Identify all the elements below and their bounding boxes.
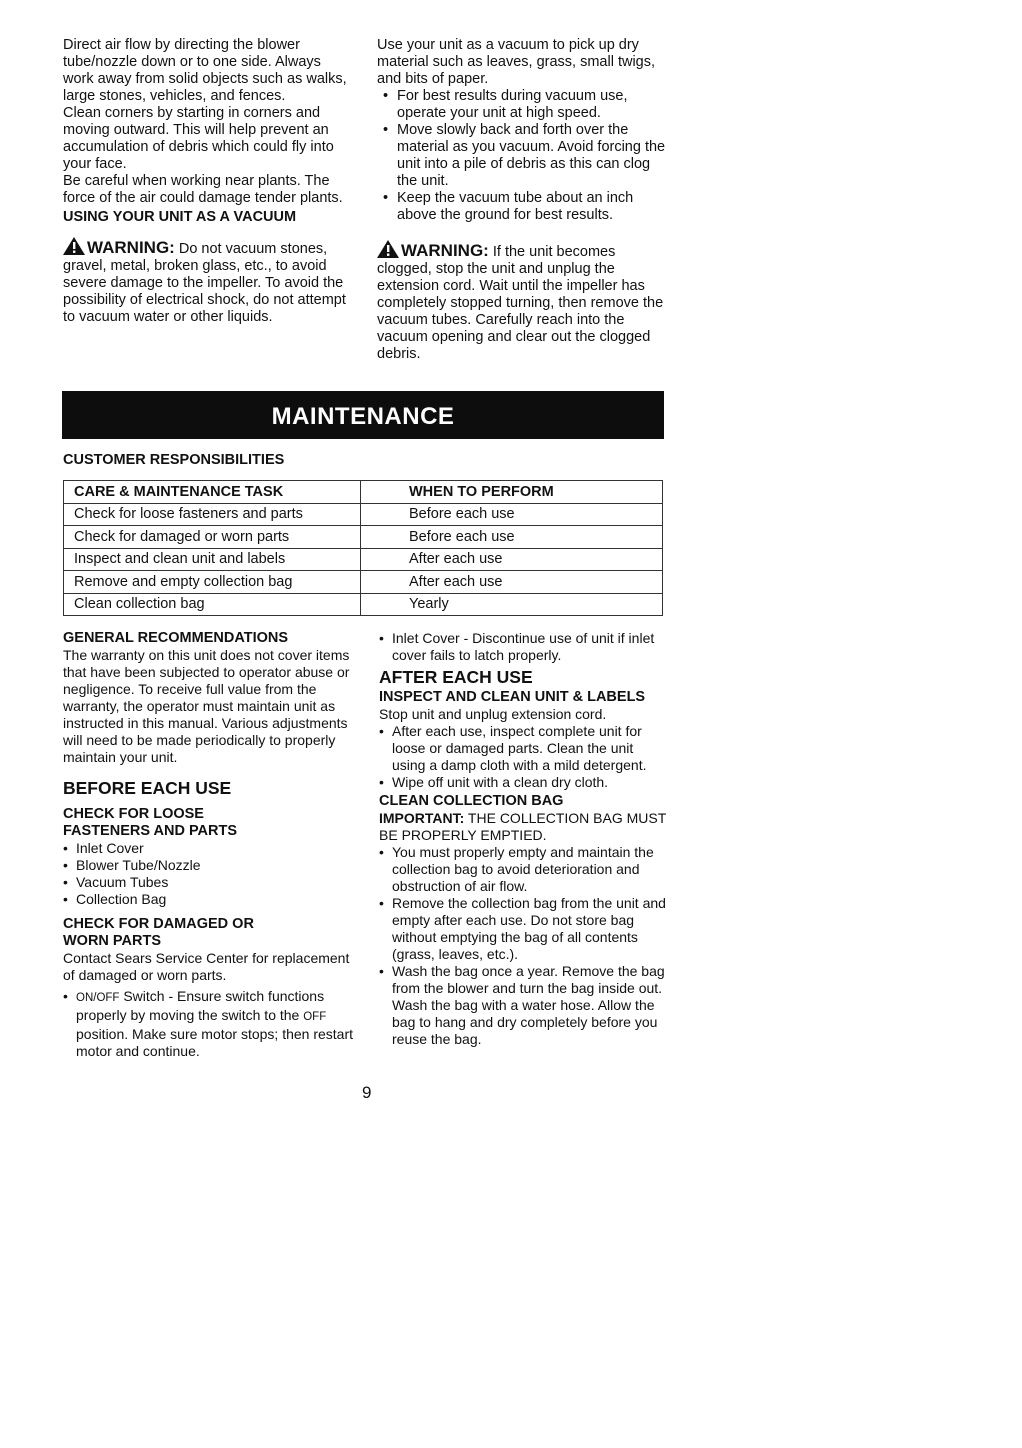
check-damaged-heading: CHECK FOR DAMAGED OR WORN PARTS: [63, 916, 254, 949]
inspect-clean-heading: INSPECT AND CLEAN UNIT & LABELS: [379, 689, 646, 705]
warning-triangle-icon: [377, 240, 399, 258]
inlet-cover-list: [379, 630, 667, 664]
warning-block: [377, 240, 667, 363]
important-label: IMPORTANT:: [379, 810, 465, 826]
table-cell: Yearly: [361, 593, 663, 616]
important-text: THE COLLECTION BAG MUST BE PROPERLY EMPTIED.: [379, 810, 667, 843]
table-cell: Check for loose fasteners and parts: [64, 503, 361, 526]
list-item: • Move slowly back and forth over the material as you vacuum. Avoid forcing the unit into a pile of debris as this can clog the unit.: [377, 122, 667, 190]
switch-text: position. Make sure motor stops; then restart motor and continue.: [76, 1026, 354, 1059]
table-cell: Check for damaged or worn parts: [64, 526, 361, 549]
important-note: [379, 810, 667, 844]
list-item: • Wash the bag once a year. Remove the bag from the blower and turn the bag inside out. Wash the bag with a water hose. Allow the bag to hang and dry completely before you reuse the bag.: [379, 963, 667, 1048]
list-item: • Vacuum Tubes: [63, 874, 353, 891]
page-number: 9: [362, 1083, 372, 1102]
list-item: • Inlet Cover: [63, 840, 353, 857]
maintenance-banner: MAINTENANCE: [62, 391, 664, 439]
paragraph: Be careful when working near plants. The force of the air could damage tender plants.: [63, 173, 343, 206]
bottom-left-column: [63, 630, 353, 1060]
inspect-list: [379, 723, 667, 791]
list-item: • Remove the collection bag from the unit and empty after each use. Do not store bag without emptying the bag of all contents (grass, leaves, etc.).: [379, 895, 667, 963]
table-cell: Clean collection bag: [64, 593, 361, 616]
table-cell: Inspect and clean unit and labels: [64, 548, 361, 571]
clean-bag-heading: CLEAN COLLECTION BAG: [379, 793, 564, 809]
off-label: OFF: [303, 1011, 327, 1023]
list-item: • Blower Tube/Nozzle: [63, 857, 353, 874]
list-item: • Inlet Cover - Discontinue use of unit if inlet cover fails to latch properly.: [379, 630, 667, 664]
table-cell: Before each use: [361, 503, 663, 526]
bag-list: [379, 844, 667, 1048]
list-item: • After each use, inspect complete unit for loose or damaged parts. Clean the unit using a damp cloth with a mild detergent.: [379, 723, 667, 774]
table-header-row: [64, 481, 663, 504]
before-each-use-heading: BEFORE EACH USE: [63, 778, 232, 798]
loose-parts-list: [63, 840, 353, 908]
list-item: • You must properly empty and maintain the collection bag to avoid deterioration and obstruction of air flow.: [379, 844, 667, 895]
table-cell: Remove and empty collection bag: [64, 571, 361, 594]
warning-text: Do not vacuum stones, gravel, metal, broken glass, etc., to avoid severe damage to the impeller. To avoid the possibility of electrical shock, do not attempt to vacuum water or other liquids.: [63, 241, 346, 325]
list-item: • Wipe off unit with a clean dry cloth.: [379, 774, 667, 791]
top-left-column: [63, 37, 353, 326]
table-header: WHEN TO PERFORM: [361, 481, 663, 504]
table-cell: Before each use: [361, 526, 663, 549]
check-loose-heading: CHECK FOR LOOSE FASTENERS AND PARTS: [63, 806, 238, 839]
bottom-right-column: [379, 630, 667, 1048]
list-item: [63, 988, 353, 1060]
warning-label: WARNING:: [401, 241, 489, 260]
paragraph: Direct air flow by directing the blower tube/nozzle down or to one side. Always work away from solid objects such as walks, large stones, vehicles, and fences.: [63, 37, 347, 104]
customer-responsibilities-heading: CUSTOMER RESPONSIBILITIES: [63, 452, 285, 468]
general-recommendations-heading: GENERAL RECOMMENDATIONS: [63, 630, 289, 646]
switch-label: ON/OFF: [76, 992, 120, 1004]
paragraph: Contact Sears Service Center for replacement of damaged or worn parts.: [63, 950, 350, 983]
paragraph: Clean corners by starting in corners and moving outward. This will help prevent an accumulation of debris which could fly into your face.: [63, 105, 334, 172]
list-item: • For best results during vacuum use, operate your unit at high speed.: [377, 88, 667, 122]
list-item: • Collection Bag: [63, 891, 353, 908]
warning-triangle-icon: [63, 237, 85, 255]
paragraph: Stop unit and unplug extension cord.: [379, 706, 607, 722]
vacuum-tips-list: [377, 88, 667, 224]
after-each-use-heading: AFTER EACH USE: [379, 667, 533, 687]
paragraph: Use your unit as a vacuum to pick up dry material such as leaves, grass, small twigs, and bits of paper.: [377, 37, 656, 87]
table-row: [64, 503, 663, 526]
table-row: [64, 548, 663, 571]
switch-list: [63, 988, 353, 1060]
table-row: [64, 571, 663, 594]
warning-text: If the unit becomes clogged, stop the unit and unplug the extension cord. Wait until the impeller has completely stopped turning, then remove the vacuum tubes. Carefully reach into the vacuum opening and clear out the clogged debris.: [377, 244, 664, 362]
table-cell: After each use: [361, 571, 663, 594]
table-header: CARE & MAINTENANCE TASK: [64, 481, 361, 504]
vacuum-heading: USING YOUR UNIT AS A VACUUM: [63, 209, 297, 225]
paragraph: The warranty on this unit does not cover items that have been subjected to operator abuse or negligence. To receive full value from the warranty, the operator must maintain unit as instructed in this manual. Various adjustments will need to be made periodically to properly maintain your unit.: [63, 647, 350, 765]
warning-label: WARNING:: [87, 238, 175, 257]
warning-block: [63, 237, 353, 326]
list-item: • Keep the vacuum tube about an inch above the ground for best results.: [377, 190, 667, 224]
switch-text: Switch - Ensure switch functions properly by moving the switch to the: [76, 988, 325, 1023]
table-cell: After each use: [361, 548, 663, 571]
table-row: [64, 526, 663, 549]
table-row: [64, 593, 663, 616]
maintenance-table: [63, 480, 663, 616]
top-right-column: [377, 37, 667, 363]
